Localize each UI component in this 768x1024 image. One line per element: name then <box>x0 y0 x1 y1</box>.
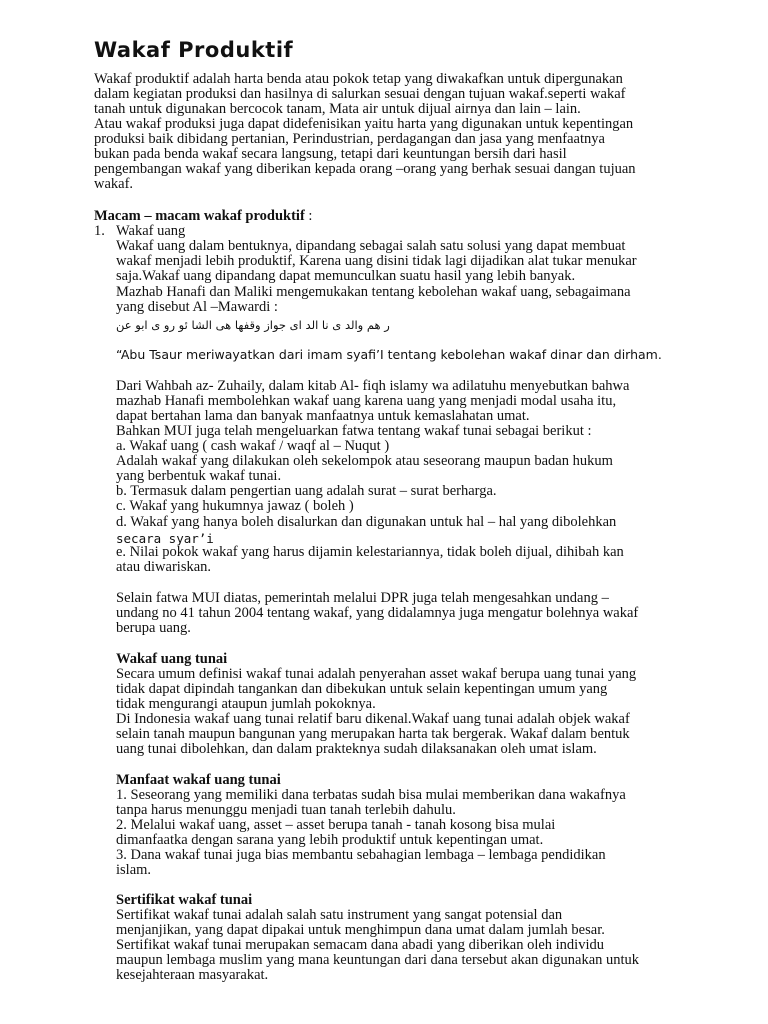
manfaat-line: 3. Dana wakaf tunai juga bias membantu sebahagian lembaga – lembaga pendidikan <box>116 847 606 863</box>
fatwa-item-e-cont: atau diwariskan. <box>116 559 212 575</box>
intro-line: Wakaf produktif adalah harta benda atau pokok tetap yang diwakafkan untuk dipergunakan <box>94 71 623 87</box>
wahbah-line: mazhab Hanafi membolehkan wakaf uang karena uang yang menjadi modal usaha itu, <box>116 393 617 409</box>
dpr-line: undang no 41 tahun 2004 tentang wakaf, yang didalamnya juga mengatur bolehnya wakaf <box>116 605 639 621</box>
macam-heading: Macam – macam wakaf produktif <box>94 208 305 224</box>
sertifikat-line: Sertifikat wakaf tunai adalah salah satu instrument yang sangat potensial dan <box>116 907 563 923</box>
manfaat-line: islam. <box>116 862 152 878</box>
manfaat-heading: Manfaat wakaf uang tunai <box>116 772 281 788</box>
wakaf-uang-line: Mazhab Hanafi dan Maliki mengemukakan tentang kebolehan wakaf uang, sebagaimana <box>116 284 631 300</box>
intro-line: wakaf. <box>94 176 134 192</box>
wakaf-uang-line: saja.Wakaf uang dipandang dapat memunculkan suatu hasil yang lebih banyak. <box>116 268 576 284</box>
tunai-line: selain tanah maupun bangunan yang merupakan harta tak bergerak. Wakaf dalam bentuk <box>116 726 630 742</box>
wahbah-line: Bahkan MUI juga telah mengeluarkan fatwa tentang wakaf tunai sebagai berikut : <box>116 423 592 439</box>
manfaat-line: 1. Seseorang yang memiliki dana terbatas sudah bisa mulai memberikan dana wakafnya <box>116 787 626 803</box>
fatwa-item-c: c. Wakaf yang hukumnya jawaz ( boleh ) <box>116 498 354 514</box>
fatwa-a-desc: yang berbentuk wakaf tunai. <box>116 468 282 484</box>
dpr-line: Selain fatwa MUI diatas, pemerintah melalui DPR juga telah mengesahkan undang – <box>116 590 609 606</box>
document-title: Wakaf Produktif <box>94 38 294 62</box>
wakaf-uang-line: Wakaf uang dalam bentuknya, dipandang sebagai salah satu solusi yang dapat membuat <box>116 238 626 254</box>
list-item-1 <box>94 224 185 239</box>
tunai-line: tidak mengurangi ataupun jumlah pokoknya. <box>116 696 376 712</box>
intro-line: produksi baik dibidang pertanian, Perindustrian, perdagangan dan jasa yang menfaatnya <box>94 131 605 147</box>
sertifikat-line: menjanjikan, yang dapat dipakai untuk menghimpun dana umat dalam jumlah besar. <box>116 922 605 938</box>
intro-line: Atau wakaf produksi juga dapat didefenisikan yaitu harta yang digunakan untuk kepentingan <box>94 116 634 132</box>
tunai-line: Di Indonesia wakaf uang tunai relatif baru dikenal.Wakaf uang tunai adalah objek wakaf <box>116 711 630 727</box>
wakaf-uang-line: wakaf menjadi lebih produktif, Karena uang disini tidak lagi dijadikan alat tukar menukar <box>116 253 637 269</box>
list-item-label: Wakaf uang <box>116 223 186 239</box>
tunai-heading: Wakaf uang tunai <box>116 651 228 667</box>
macam-heading-line <box>94 209 312 224</box>
dpr-line: berupa uang. <box>116 620 191 636</box>
fatwa-a-desc: Adalah wakaf yang dilakukan oleh sekelompok atau seseorang maupun badan hukum <box>116 453 613 469</box>
fatwa-item-d: d. Wakaf yang hanya boleh disalurkan dan digunakan untuk hal – hal yang dibolehkan <box>116 514 617 530</box>
arabic-quote: ر هم والد ى نا الد اى جواز وقفها هى الشا ئو رو ى ابو عن <box>116 318 390 332</box>
fatwa-item-d-cont: secara syar’i <box>116 531 214 546</box>
manfaat-line: 2. Melalui wakaf uang, asset – asset berupa tanah - tanah kosong bisa mulai <box>116 817 556 833</box>
wahbah-line: dapat bertahan lama dan banyak manfaatnya untuk kemaslahatan umat. <box>116 408 530 424</box>
fatwa-item-e: e. Nilai pokok wakaf yang harus dijamin kelestariannya, tidak boleh dijual, dihibah kan <box>116 544 624 560</box>
intro-line: bukan pada benda wakaf secara langsung, tetapi dari keuntungan bersih dari hasil <box>94 146 567 162</box>
tunai-line: uang tunai dibolehkan, dan dalam prakteknya sudah dilaksanakan oleh umat islam. <box>116 741 597 757</box>
sertifikat-line: Sertifikat wakaf tunai merupakan semacam dana abadi yang diberikan oleh individu <box>116 937 604 953</box>
list-number: 1. <box>94 223 105 239</box>
sertifikat-line: kesejahteraan masyarakat. <box>116 967 269 983</box>
tunai-line: tidak dapat dipindah tangankan dan dibekukan untuk selain kepentingan umum yang <box>116 681 608 697</box>
intro-line: tanah untuk digunakan bercocok tanam, Mata air untuk dijual airnya dan lain – lain. <box>94 101 581 117</box>
abu-tsaur-quote: “Abu Tsaur meriwayatkan dari imam syafi’I tentang kebolehan wakaf dinar dan dirham. <box>116 347 662 362</box>
intro-line: pengembangan wakaf yang diberikan kepada orang –orang yang berhak sesuai dangan tujuan <box>94 161 636 177</box>
macam-heading-colon: : <box>304 208 313 224</box>
manfaat-line: dimanfaatka dengan sarana yang lebih produktif untuk kepentingan umat. <box>116 832 544 848</box>
fatwa-item-a: a. Wakaf uang ( cash wakaf / waqf al – Nuqut ) <box>116 438 390 454</box>
wakaf-uang-line: yang disebut Al –Mawardi : <box>116 299 278 315</box>
manfaat-line: tanpa harus menunggu menjadi tuan tanah terlebih dahulu. <box>116 802 456 818</box>
wahbah-line: Dari Wahbah az- Zuhaily, dalam kitab Al- fiqh islamy wa adilatuhu menyebutkan bahwa <box>116 378 630 394</box>
sertifikat-line: maupun lembaga muslim yang mana keuntungan dari dana tersebut akan digunakan untuk <box>116 952 640 968</box>
sertifikat-heading: Sertifikat wakaf tunai <box>116 892 253 908</box>
tunai-line: Secara umum definisi wakaf tunai adalah penyerahan asset wakaf berupa uang tunai yang <box>116 666 637 682</box>
intro-line: dalam kegiatan produksi dan hasilnya di salurkan sesuai dengan tujuan wakaf.seperti wakaf <box>94 86 626 102</box>
fatwa-item-b: b. Termasuk dalam pengertian uang adalah surat – surat berharga. <box>116 483 497 499</box>
